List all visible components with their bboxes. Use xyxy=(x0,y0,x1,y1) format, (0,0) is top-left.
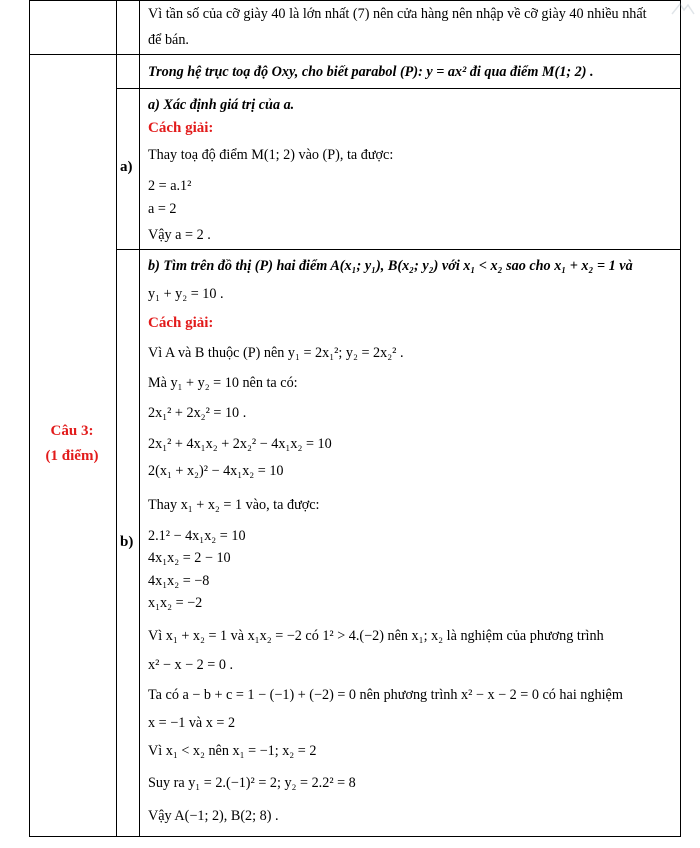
part-a-label: a) xyxy=(120,159,133,175)
table-rule xyxy=(139,0,140,837)
part-b-line: Vì A và B thuộc (P) nên y₁ = 2x₁²; y₂ = 2x₂² . xyxy=(148,345,404,361)
watermark-icon xyxy=(670,2,696,16)
table-rule xyxy=(29,0,681,1)
part-b-label: b) xyxy=(120,534,134,550)
part-a-solution-heading: Cách giải: xyxy=(148,120,214,136)
part-b-title: b) Tìm trên đồ thị (P) hai điểm A(x₁; y₁), B(x₂; y₂) với x₁ < x₂ sao cho x₁ + x₂ = 1 và xyxy=(148,258,633,274)
question-prompt: Trong hệ trục toạ độ Oxy, cho biết parabol (P): y = ax² đi qua điểm M(1; 2) . xyxy=(148,64,594,80)
part-b-line: Vì x₁ < x₂ nên x₁ = −1; x₂ = 2 xyxy=(148,743,317,759)
part-b-line: 4x₁x₂ = −8 xyxy=(148,573,210,589)
part-b-line: Suy ra y₁ = 2.(−1)² = 2; y₂ = 2.2² = 8 xyxy=(148,775,356,791)
part-b-title-cont: y₁ + y₂ = 10 . xyxy=(148,286,224,302)
part-b-line: 2.1² − 4x₁x₂ = 10 xyxy=(148,528,246,544)
question-label: Câu 3: xyxy=(50,423,94,439)
part-b-line: Mà y₁ + y₂ = 10 nên ta có: xyxy=(148,375,298,391)
table-rule xyxy=(29,0,30,837)
part-b-line: 2x₁² + 2x₂² = 10 . xyxy=(148,405,247,421)
part-a-line: Vậy a = 2 . xyxy=(148,227,211,243)
part-b-line: x² − x − 2 = 0 . xyxy=(148,657,234,673)
question-points: (1 điểm) xyxy=(45,448,99,464)
table-rule xyxy=(29,836,681,837)
part-b-line: 4x₁x₂ = 2 − 10 xyxy=(148,550,231,566)
part-b-line: x = −1 và x = 2 xyxy=(148,715,236,731)
part-b-line: 2x₁² + 4x₁x₂ + 2x₂² − 4x₁x₂ = 10 xyxy=(148,436,332,452)
intro-line: để bán. xyxy=(148,32,189,48)
part-b-line: x₁x₂ = −2 xyxy=(148,595,203,611)
part-b-line: Thay x₁ + x₂ = 1 vào, ta được: xyxy=(148,497,320,513)
part-b-line: 2(x₁ + x₂)² − 4x₁x₂ = 10 xyxy=(148,463,284,479)
part-b-line: Vậy A(−1; 2), B(2; 8) . xyxy=(148,808,279,824)
part-a-title: a) Xác định giá trị của a. xyxy=(148,97,295,113)
part-b-solution-heading: Cách giải: xyxy=(148,315,214,331)
table-rule xyxy=(680,0,681,837)
part-a-line: Thay toạ độ điểm M(1; 2) vào (P), ta được: xyxy=(148,147,394,163)
part-a-line: 2 = a.1² xyxy=(148,178,192,194)
intro-line: Vì tần số của cỡ giày 40 là lớn nhất (7) nên cửa hàng nên nhập về cỡ giày 40 nhiều nhất xyxy=(148,6,647,22)
table-rule xyxy=(116,88,681,89)
part-b-line: Vì x₁ + x₂ = 1 và x₁x₂ = −2 có 1² > 4.(−2) nên x₁; x₂ là nghiệm của phương trình xyxy=(148,628,604,644)
table-rule xyxy=(116,0,117,837)
part-b-line: Ta có a − b + c = 1 − (−1) + (−2) = 0 nên phương trình x² − x − 2 = 0 có hai nghiệm xyxy=(148,687,623,703)
table-rule xyxy=(116,249,681,250)
part-a-line: a = 2 xyxy=(148,201,177,217)
table-rule xyxy=(29,54,681,55)
